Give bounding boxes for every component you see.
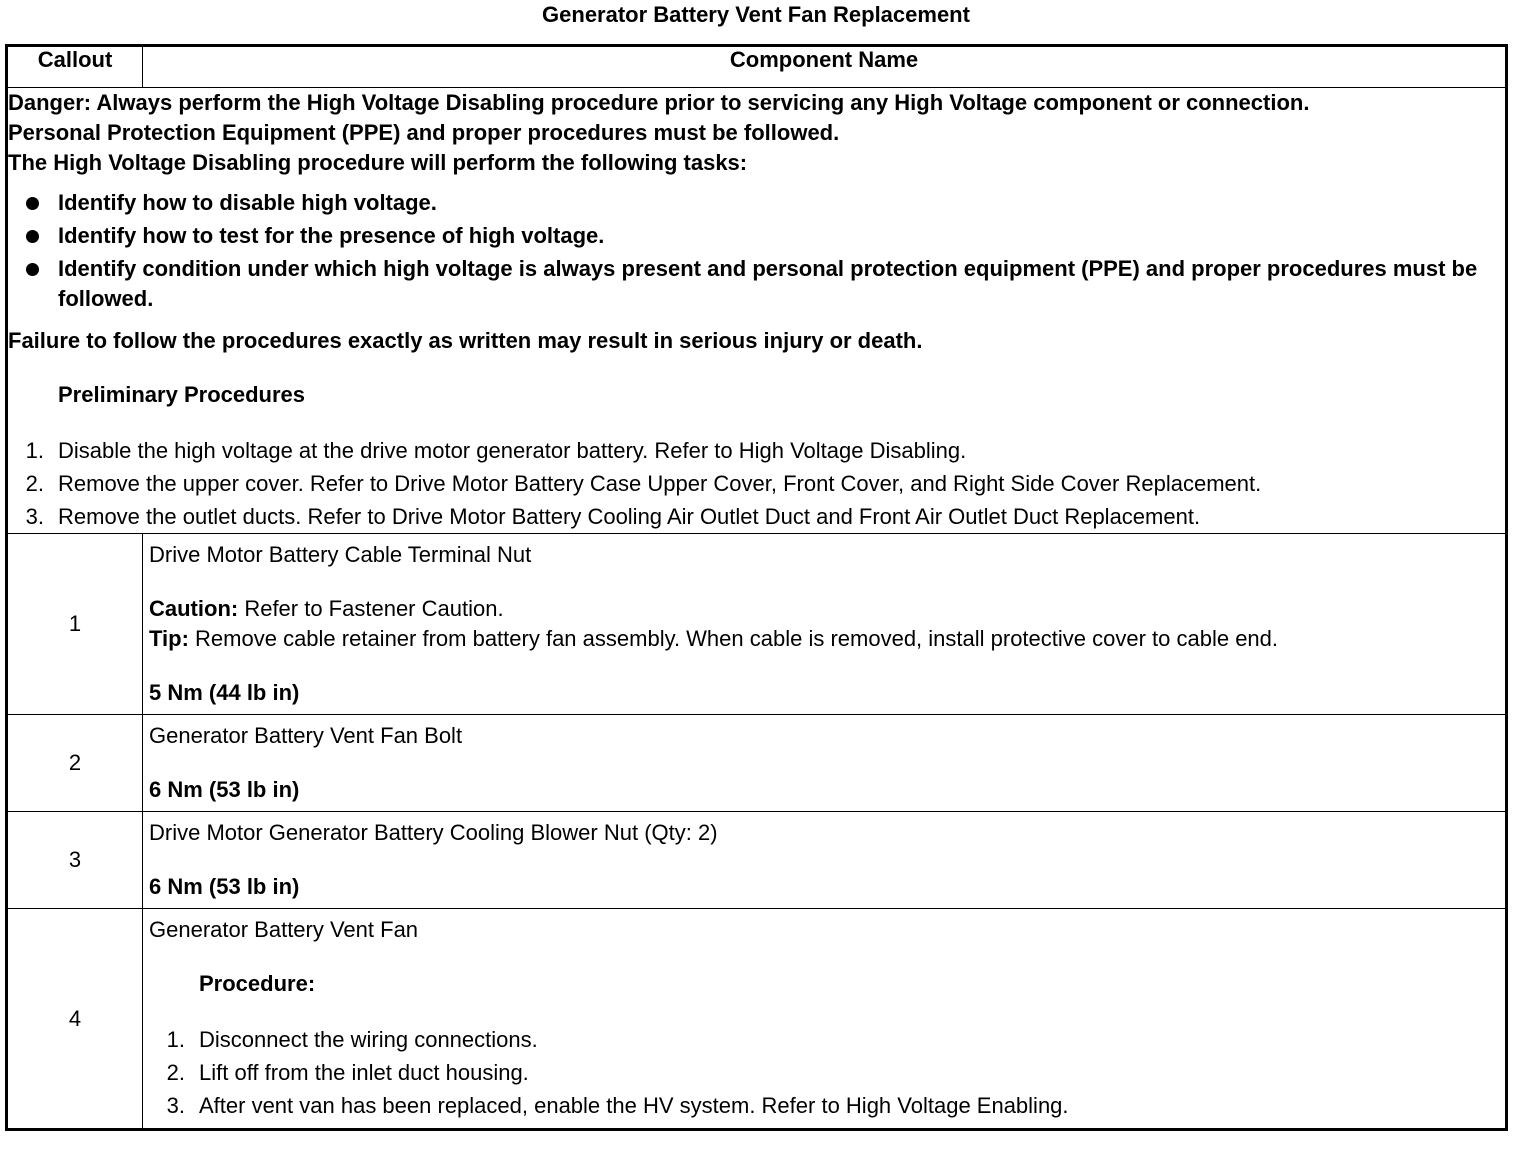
list-item: 2. Remove the upper cover. Refer to Drive Motor Battery Case Upper Cover, Front Cover, and Right Side Cover Replacement. <box>25 471 1262 496</box>
page-title: Generator Battery Vent Fan Replacement <box>542 2 970 27</box>
list-item: 1. Disable the high voltage at the drive motor generator battery. Refer to High Voltage Disabling. <box>25 438 967 463</box>
danger-line-3: The High Voltage Disabling procedure will perform the following tasks: <box>8 150 748 175</box>
component-cell <box>143 715 1507 812</box>
table-row <box>7 909 1507 1130</box>
list-item: 2. Lift off from the inlet duct housing. <box>166 1060 529 1085</box>
component-name: Drive Motor Battery Cable Terminal Nut <box>149 542 532 567</box>
bullet-icon <box>26 197 39 210</box>
failure-warning: Failure to follow the procedures exactly as written may result in serious injury or death. <box>8 328 923 353</box>
danger-line-1: Danger: Always perform the High Voltage Disabling procedure prior to servicing any High Voltage component or connection. <box>8 90 1310 115</box>
callout-number: 4 <box>7 909 143 1130</box>
table-header-row <box>7 46 1507 88</box>
caution-note: Caution: Refer to Fastener Caution. <box>149 596 504 621</box>
tip-note: Tip: Remove cable retainer from battery fan assembly. When cable is removed, install protective cover to cable end. <box>149 626 1279 651</box>
bullet-icon <box>26 230 39 243</box>
table-row <box>7 812 1507 909</box>
component-name: Generator Battery Vent Fan Bolt <box>149 723 463 748</box>
table-row <box>7 534 1507 715</box>
danger-row <box>7 88 1507 534</box>
procedure-steps <box>149 1023 1499 1122</box>
danger-notice <box>7 88 1507 534</box>
danger-task-list <box>8 188 1505 314</box>
component-cell <box>143 812 1507 909</box>
list-item: Identify how to disable high voltage. <box>8 188 1505 218</box>
preliminary-steps <box>8 434 1505 533</box>
callout-header: Callout <box>7 46 143 88</box>
component-name-header: Component Name <box>143 46 1507 88</box>
component-name: Generator Battery Vent Fan <box>149 917 419 942</box>
list-item: Identify how to test for the presence of high voltage. <box>8 221 1505 251</box>
callout-number: 3 <box>7 812 143 909</box>
component-cell <box>143 534 1507 715</box>
bullet-icon <box>26 263 39 276</box>
list-item: 3. After vent van has been replaced, enable the HV system. Refer to High Voltage Enabling. <box>166 1093 1069 1118</box>
torque-spec: 6 Nm (53 lb in) <box>149 874 300 899</box>
component-cell <box>143 909 1507 1130</box>
torque-spec: 6 Nm (53 lb in) <box>149 777 300 802</box>
component-name: Drive Motor Generator Battery Cooling Blower Nut (Qty: 2) <box>149 820 718 845</box>
callout-number: 2 <box>7 715 143 812</box>
procedure-table <box>5 44 1508 1131</box>
danger-line-2: Personal Protection Equipment (PPE) and proper procedures must be followed. <box>8 120 840 145</box>
callout-number: 1 <box>7 534 143 715</box>
list-item: Identify condition under which high voltage is always present and personal protection equipment (PPE) and proper procedures must be followed. <box>8 254 1505 314</box>
list-item: 1. Disconnect the wiring connections. <box>166 1027 538 1052</box>
procedure-label: Procedure: <box>199 971 316 996</box>
preliminary-heading: Preliminary Procedures <box>58 382 306 407</box>
torque-spec: 5 Nm (44 lb in) <box>149 680 300 705</box>
list-item: 3. Remove the outlet ducts. Refer to Drive Motor Battery Cooling Air Outlet Duct and Front Air Outlet Duct Replacement. <box>25 504 1201 529</box>
table-row <box>7 715 1507 812</box>
